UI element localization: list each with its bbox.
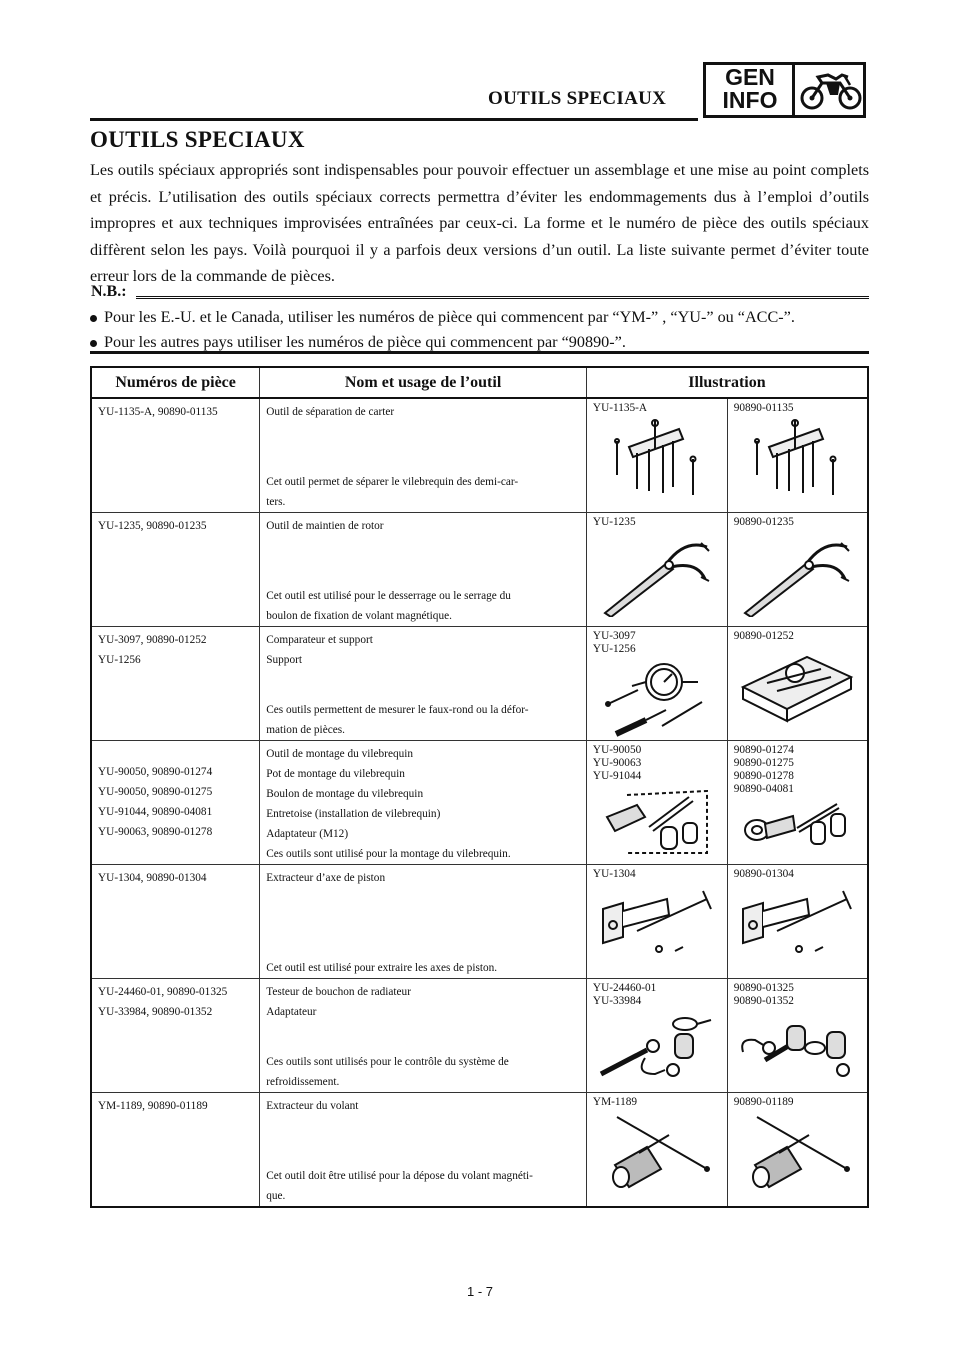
radiator-cap-tester-illustration <box>595 1012 719 1082</box>
crankshaft-installer-illustration <box>737 800 857 848</box>
nb-label: N.B.: <box>91 283 127 300</box>
tool-description-cell: Comparateur et support Support Ces outils permettent de mesurer le faux-rond ou la défor- mation de pièces. <box>260 627 587 741</box>
header-illustration: Illustration <box>586 367 868 398</box>
crankshaft-installer-illustration <box>597 787 717 857</box>
nb-list <box>90 305 870 355</box>
header-rule <box>90 118 698 121</box>
special-tools-table <box>90 366 869 1208</box>
nb-item: Pour les autres pays utiliser les numéros de pièce qui commencent par “90890-”. <box>90 330 870 355</box>
part-numbers-cell: YU-1235, 90890-01235 <box>91 513 260 627</box>
illustration-cell-b: 90890-01252 <box>727 627 868 741</box>
section-title: OUTILS SPECIAUX <box>90 127 305 152</box>
illustration-cell-b: 90890-01325 90890-01352 <box>727 979 868 1093</box>
badge-text <box>712 66 788 114</box>
illustration-cell-b: 90890-01304 <box>727 865 868 979</box>
table-header-row <box>91 367 868 398</box>
table-row <box>91 627 868 741</box>
badge-divider <box>792 65 795 115</box>
tool-description-cell: Outil de maintien de rotor Cet outil est utilisé pour le desserrage ou le serrage du boulon de fixation de volant magnétique. <box>260 513 587 627</box>
header-tool-name: Nom et usage de l’outil <box>260 367 587 398</box>
illustration-cell-b: 90890-01135 <box>727 398 868 513</box>
rotor-holder-illustration <box>737 533 857 617</box>
part-numbers-cell: YM-1189, 90890-01189 <box>91 1093 260 1208</box>
intro-paragraph: Les outils spéciaux appropriés sont indispensables pour pouvoir effectuer un assemblage et une mise au point complets et précis. L’utilisation des outils spéciaux corrects permettra d’éviter les endommagements dus à l’emploi d’outils impropres et aux techniques improvisées entraînées par ceux-ci. La forme et le numéro de pièce des outils spéciaux diffèrent selon les pays. Voilà pourquoi il y a parfois deux versions d’un outil. La liste suivante permet d’éviter toute erreur lors de la commande de pièces. <box>90 161 869 285</box>
part-numbers-cell: YU-90050, 90890-01274 YU-90050, 90890-01275 YU-91044, 90890-04081 YU-90063, 90890-01278 <box>91 741 260 865</box>
tool-description-cell: Outil de séparation de carter Cet outil permet de séparer le vilebrequin des demi-car- ters. <box>260 398 587 513</box>
illustration-cell-a: YU-90050 YU-90063 YU-91044 <box>586 741 727 865</box>
tool-description-cell: Extracteur du volant Cet outil doit être utilisé pour la dépose du volant magnéti- que. <box>260 1093 587 1208</box>
table-row <box>91 513 868 627</box>
nb-rule <box>136 296 869 299</box>
table-row <box>91 741 868 865</box>
illustration-cell-a: YU-24460-01 YU-33984 <box>586 979 727 1093</box>
piston-pin-puller-illustration <box>597 885 717 965</box>
illustration-cell-b: 90890-01235 <box>727 513 868 627</box>
illustration-cell-a: YM-1189 <box>586 1093 727 1208</box>
table-row <box>91 979 868 1093</box>
illustration-cell-a: YU-1304 <box>586 865 727 979</box>
nb-end-rule <box>90 351 869 354</box>
page-number: 1 - 7 <box>466 1284 493 1299</box>
illustration-cell-b: 90890-01274 90890-01275 90890-01278 90890-04081 <box>727 741 868 865</box>
bullet-icon <box>90 315 97 322</box>
part-numbers-cell: YU-3097, 90890-01252 YU-1256 <box>91 627 260 741</box>
table-row <box>91 865 868 979</box>
illustration-cell-b: 90890-01189 <box>727 1093 868 1208</box>
illustration-cell-a: YU-1135-A <box>586 398 727 513</box>
badge-line-info: INFO <box>722 87 778 113</box>
table-row <box>91 1093 868 1208</box>
illustration-cell-a: YU-1235 <box>586 513 727 627</box>
bullet-icon <box>90 340 97 347</box>
part-numbers-cell: YU-1304, 90890-01304 <box>91 865 260 979</box>
gen-info-badge <box>703 62 866 118</box>
radiator-cap-tester-illustration <box>735 1012 859 1082</box>
dial-gauge-kit-illustration <box>737 647 857 727</box>
tool-description-cell: Extracteur d’axe de piston Cet outil est utilisé pour extraire les axes de piston. <box>260 865 587 979</box>
table-row <box>91 398 868 513</box>
piston-pin-puller-illustration <box>737 885 857 965</box>
header-part-numbers: Numéros de pièce <box>91 367 260 398</box>
flywheel-puller-illustration <box>737 1113 857 1193</box>
dial-gauge-illustration <box>602 660 712 740</box>
tool-description-cell: Testeur de bouchon de radiateur Adaptateur Ces outils sont utilisés pour le contrôle du système de refroidissement. <box>260 979 587 1093</box>
flywheel-puller-illustration <box>597 1113 717 1193</box>
motorcycle-icon <box>800 69 862 111</box>
header-title: OUTILS SPECIAUX <box>488 88 667 109</box>
crankcase-separator-illustration <box>747 419 847 499</box>
part-numbers-cell: YU-24460-01, 90890-01325 YU-33984, 90890-01352 <box>91 979 260 1093</box>
rotor-holder-illustration <box>597 533 717 617</box>
crankcase-separator-illustration <box>607 419 707 499</box>
nb-item: Pour les E.-U. et le Canada, utiliser les numéros de pièce qui commencent par “YM-” , “YU-” ou “ACC-”. <box>90 305 870 330</box>
badge-line-gen: GEN <box>725 64 775 90</box>
tool-description-cell: Outil de montage du vilebrequin Pot de montage du vilebrequin Boulon de montage du vilebrequin Entretoise (installation de vilebrequin) Adaptateur (M12) Ces outils sont utilisé pour la montage du vilebrequin. <box>260 741 587 865</box>
illustration-cell-a: YU-3097 YU-1256 <box>586 627 727 741</box>
part-numbers-cell: YU-1135-A, 90890-01135 <box>91 398 260 513</box>
